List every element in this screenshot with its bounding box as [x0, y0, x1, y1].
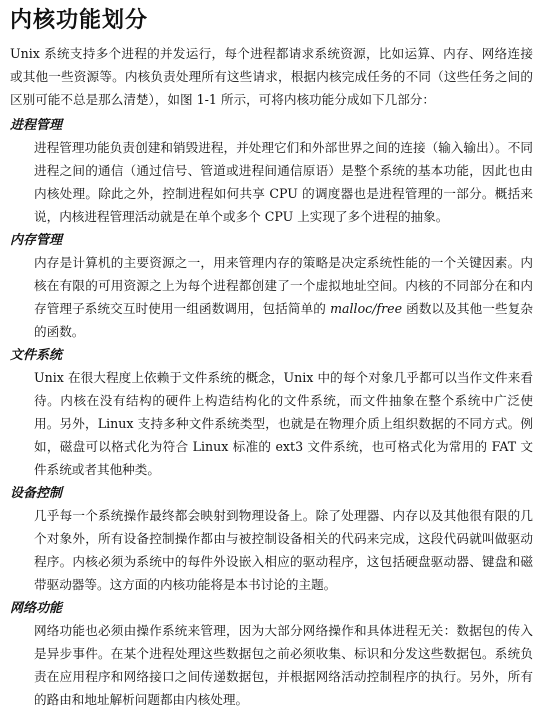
- section-body: 网络功能也必须由操作系统来管理，因为大部分网络操作和具体进程无关：数据包的传入是异步事件。在某个进程处理这些数据包之前必须收集、标识和分发这些数据包。系统负责在应用程序和网络接口之间传递数据包，并根据网络活动控制程序的执行。另外，所有的路由和地址解析问题都由内核处理。: [34, 623, 533, 707]
- function-name: malloc/free: [330, 301, 403, 316]
- section-memory-management: [10, 230, 533, 343]
- section-body: 几乎每一个系统操作最终都会映射到物理设备上。除了处理器、内存以及其他很有限的几个对象外，所有设备控制操作都由与被控制设备相关的代码来完成，这段代码就叫做驱动程序。内核必须为系统中的每件外设嵌入相应的驱动程序，这包括硬盘驱动器、键盘和磁带驱动器等。这方面的内核功能将是本书讨论的主题。: [34, 508, 533, 592]
- section-heading: 网络功能: [10, 601, 63, 616]
- body-text: 函数以及其他一些复杂的函数。: [34, 301, 533, 339]
- section-heading: 进程管理: [10, 118, 63, 133]
- section-networking: [10, 598, 533, 711]
- body-text: 内存是计算机的主要资源之一，用来管理内存的策略是决定系统性能的一个关键因素。内核在有限的可用资源之上为每个进程都创建了一个虚拟地址空间。内核的不同部分在和内存管理子系统交互时使用一组函数调用，包括简单的: [34, 255, 533, 316]
- section-file-system: [10, 345, 533, 481]
- section-device-control: [10, 483, 533, 596]
- section-body: 进程管理功能负责创建和销毁进程，并处理它们和外部世界之间的连接（输入输出）。不同进程之间的通信（通过信号、管道或进程间通信原语）是整个系统的基本功能，因此也由内核处理。除此之外，控制进程如何共享 CPU 的调度器也是进程管理的一部分。概括来说，内核进程管理活动就是在单个或多个 CPU 上实现了多个进程的抽象。: [34, 140, 533, 224]
- intro-paragraph: Unix 系统支持多个进程的并发运行，每个进程都请求系统资源，比如运算、内存、网络连接或其他一些资源等。内核负责处理所有这些请求，根据内核完成任务的不同（这些任务之间的区别可能不总是那么清楚），如图 1-1 所示，可将内核功能分成如下几部分：: [10, 46, 533, 107]
- section-heading: 文件系统: [10, 348, 63, 363]
- section-process-management: [10, 115, 533, 228]
- section-body: [10, 251, 533, 343]
- page-title: 内核功能划分: [10, 8, 149, 33]
- section-heading: 设备控制: [10, 486, 63, 501]
- section-body: Unix 在很大程度上依赖于文件系统的概念，Unix 中的每个对象几乎都可以当作文件来看待。内核在没有结构的硬件上构造结构化的文件系统，而文件抽象在整个系统中广泛使用。另外，Linux 支持多种文件系统类型，也就是在物理介质上组织数据的不同方式。例如，磁盘可以格式化为符合 Linux 标准的 ext3 文件系统，也可格式化为常用的 FAT 文件系统或者其他种类。: [34, 370, 533, 477]
- section-heading: 内存管理: [10, 233, 63, 248]
